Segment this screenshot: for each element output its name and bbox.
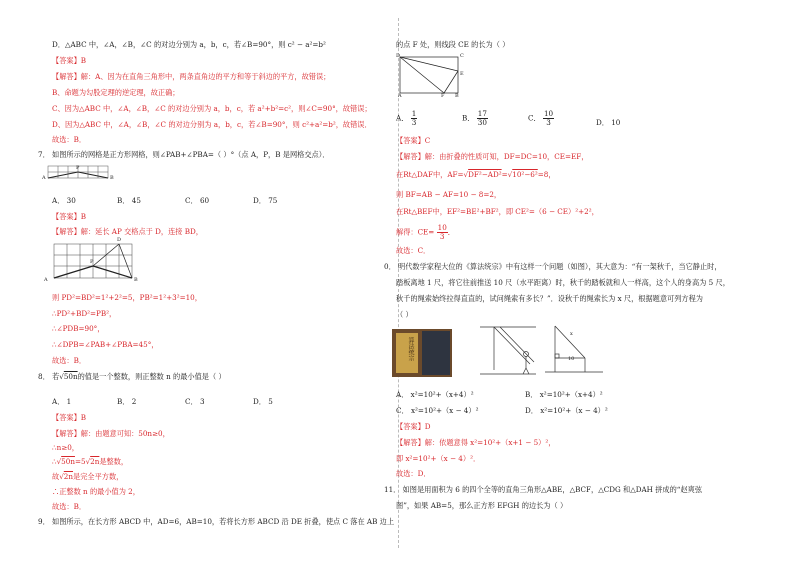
q10-answer: 【答案】D	[396, 422, 431, 431]
q8-option: B． 2	[117, 397, 137, 406]
q6-answer: 【答案】B	[52, 56, 87, 65]
q7-solution-line: 【解答】解：延长 AP 交格点于 D，连接 BD，	[52, 227, 203, 236]
q10-solution-line: 【解答】解：依题意得 x²=10²+（x+1 − 5）²，	[396, 438, 556, 447]
denominator: 3	[546, 118, 551, 127]
sqrt-icon: √	[85, 457, 91, 466]
option-letter: C．	[528, 113, 541, 123]
q8-a3-radicand-2: 2n	[90, 457, 100, 466]
q8-stem-suffix: 的值是一个整数，则正整数 n 的最小值是（ ）	[77, 372, 226, 381]
q7-fig2-label-p: P	[90, 259, 94, 265]
q9-stem: 9． 如图所示，在长方形 ABCD 中，AD=6，AB=10，若将长方形 ABCD 沿 DE 折叠，使点 C 落在 AB 边上	[38, 517, 395, 526]
q8-option: D． 5	[253, 397, 273, 406]
q6-solution-line: C、因为△ABC 中，∠A，∠B，∠C 的对边分别为 a，b，c，若 a²+b²=c²，则∠C=90°，故错误；	[52, 104, 372, 113]
q7-solution-line: ∴PD²+BD²=PB²，	[52, 309, 117, 318]
q9-option-a	[396, 110, 417, 127]
option-letter: B．	[462, 113, 475, 123]
q10-option-c: C． x²=10²+（x − 4）²	[396, 406, 479, 415]
numerator: 17	[477, 109, 487, 118]
q8-option: A． 1	[52, 397, 72, 406]
q8-a4-prefix: 故	[52, 472, 60, 481]
q9-a2-prefix: 在Rt△DAF中，AF=	[396, 170, 464, 179]
q7-fig2-label-b: B	[134, 277, 138, 283]
q8-stem	[38, 372, 226, 381]
q8-solution-line: 【解答】解：由题意可知：50n≥0，	[52, 429, 170, 438]
q6-solution-line: B、命题为勾股定理的逆定理，故正确；	[52, 88, 180, 97]
q7-fig2-label-a: A	[44, 277, 48, 283]
denominator: 3	[439, 232, 445, 241]
q9-a2-radicand-1: DF²−AD²	[468, 170, 502, 179]
q9-solution-line	[396, 170, 556, 179]
q9-fig-label-b: B	[455, 93, 459, 99]
q10-stem-line: 0． 明代数学家程大位的《算法统宗》中有这样一个问题（如图），其大意为：“有一架秋千，当它静止时，	[384, 262, 722, 271]
fraction	[437, 224, 448, 241]
q10-stem-line: （ ）	[396, 310, 413, 319]
q8-answer: 【答案】B	[52, 413, 87, 422]
q7-option: A． 30	[52, 196, 76, 205]
q9-solution-line: 【解答】解：由折叠的性质可知，DF=DC=10，CE=EF，	[396, 152, 589, 161]
q9-answer: 【答案】C	[396, 136, 431, 145]
q6-solution-line: 【解答】解：A、因为在直角三角形中，两条直角边的平方和等于斜边的平方，故错误；	[52, 72, 331, 81]
q9-a5-prefix: 解得：CE=	[396, 227, 435, 237]
q9-solution-line	[396, 224, 455, 241]
fraction	[477, 110, 488, 127]
q8-solution-line: ∴正整数 n 的最小值为 2，	[52, 487, 140, 496]
right-column	[384, 0, 800, 566]
q9-a5-suffix: ．	[447, 227, 455, 237]
q9-solution-line: 则 BF=AB − AF=10 − 8=2，	[396, 190, 502, 199]
q9-option-b	[462, 110, 488, 127]
q9-a2-radicand-2: 10²−6²	[512, 170, 538, 179]
q10-solution-line: 故选：D．	[396, 469, 431, 478]
sqrt-icon: √	[463, 170, 469, 179]
q7-option: C． 60	[185, 196, 210, 205]
q7-stem: 7． 如图所示的网格是正方形网格，则∠PAB+∠PBA=（ ）°（点 A，P，B 是网格交点）．	[38, 150, 330, 159]
sqrt-icon: √	[56, 457, 62, 466]
fraction	[411, 110, 418, 127]
swing-illustration	[478, 322, 538, 377]
q9-solution-line: 在Rt△BEF中，EF²=BE²+BF²，即 CE²=（6 − CE）²+2²，	[396, 207, 599, 216]
q7-option: D． 75	[253, 196, 278, 205]
q11-stem-line: 图”，如果 AB=5，那么正方形 EFGH 的边长为（ ）	[396, 501, 568, 510]
sqrt-icon: √	[507, 170, 513, 179]
q10-solution-line: 即 x²=10²+（x − 4）²．	[396, 454, 481, 463]
q7-option: B． 45	[117, 196, 141, 205]
q10-option-d: D． x²=10²+（x − 4）²	[525, 406, 608, 415]
swing-label-x: x	[570, 331, 573, 337]
q9-option-c	[528, 110, 554, 127]
denominator: 3	[411, 118, 417, 127]
q7-solution-line: ∴∠PDB=90°，	[52, 324, 105, 333]
q10-option-b: B． x²=10²+（x+4）²	[525, 390, 603, 399]
q6-solution-line: 故选：B．	[52, 135, 87, 144]
q8-solution-line	[52, 457, 128, 466]
swing-label-10: 10	[568, 356, 575, 362]
q8-a4-suffix: 是完全平方数，	[73, 472, 124, 481]
sqrt-icon: √	[59, 372, 64, 381]
q11-stem-line: 11． 如图是用面积为 6 的四个全等的直角三角形△ABE，△BCF，△CDG 和△DAH 拼成的“赵爽弦	[384, 485, 703, 494]
numerator: 10	[437, 223, 447, 232]
q8-a3-mid: =5	[74, 457, 86, 466]
sqrt-icon: √	[59, 472, 64, 481]
q7-fig-label-b: B	[110, 175, 114, 181]
q8-solution-line: ∴n≥0，	[52, 443, 79, 452]
q9-stem-continued: 的点 F 处，则线段 CE 的长为（ ）	[396, 40, 510, 49]
q9-fig-label-a: A	[398, 93, 402, 99]
q8-a3-suffix: 是整数，	[99, 457, 129, 466]
q8-solution-line: 故选：B．	[52, 502, 87, 511]
q8-stem-radicand: 50n	[63, 372, 78, 381]
q10-stem-line: 秋千的绳索始终拉得直直的，试问绳索有多长？”．设秋千的绳索长为 x 尺，根据题意可列方程为	[396, 294, 703, 303]
q10-option-a: A． x²=10²+（x+4）²	[396, 390, 474, 399]
q6-solution-line: D、因为△ABC 中，∠A，∠B，∠C 的对边分别为 a，b，c，若∠B=90°，则 c²+a²=b²，故错误．	[52, 120, 372, 129]
q8-solution-line	[52, 472, 123, 481]
q8-a3-prefix: ∴	[52, 457, 57, 466]
q9-fig-label-c: C	[460, 53, 464, 59]
q9-fig-label-e: E	[460, 71, 464, 77]
q8-stem-prefix: 8． 若	[38, 372, 60, 381]
q9-solution-line: 故选：C．	[396, 246, 431, 255]
q6-option-d: D．△ABC 中，∠A，∠B，∠C 的对边分别为 a，b，c，若∠B=90°，则 c² − a²=b²	[52, 40, 326, 49]
numerator: 10	[543, 109, 554, 118]
book-side	[422, 331, 450, 375]
q7-solution-line: ∴∠DPB=∠PAB+∠PBA=45°，	[52, 340, 159, 349]
q8-a3-radicand-1: 50n	[61, 457, 75, 466]
q8-option: C． 3	[185, 397, 205, 406]
book-title: 算法统宗	[407, 337, 414, 361]
q9-option-d: D． 10	[596, 118, 621, 127]
q7-solution-line: 故选：B．	[52, 356, 87, 365]
q10-stem-line: 踏板离地 1 尺，将它往前推送 10 尺（水平距离）时，秋千的踏板就和人一样高，这个人的身高为 5 尺，	[396, 278, 730, 287]
book-cover-image	[392, 329, 452, 377]
fraction	[543, 110, 554, 127]
q7-fig2-label-d: D	[117, 237, 122, 243]
swing-diagram	[545, 324, 605, 376]
q7-answer: 【答案】B	[52, 212, 87, 221]
denominator: 30	[477, 118, 487, 127]
q8-a4-radicand: 2n	[63, 472, 73, 481]
q7-solution-line: 则 PD²=BD²=1²+2²=5，PB²=1²+3²=10，	[52, 293, 202, 302]
q9-a2-mid: =	[501, 170, 508, 179]
option-letter: A．	[396, 113, 409, 123]
q7-fig-label-a: A	[42, 175, 46, 181]
q9-a2-suffix: =8，	[537, 170, 556, 179]
q9-fig-label-f: F	[441, 93, 445, 99]
q9-fig-label-d: D	[396, 53, 401, 59]
q7-fig-label-p: P	[76, 165, 80, 171]
numerator: 1	[411, 109, 417, 118]
